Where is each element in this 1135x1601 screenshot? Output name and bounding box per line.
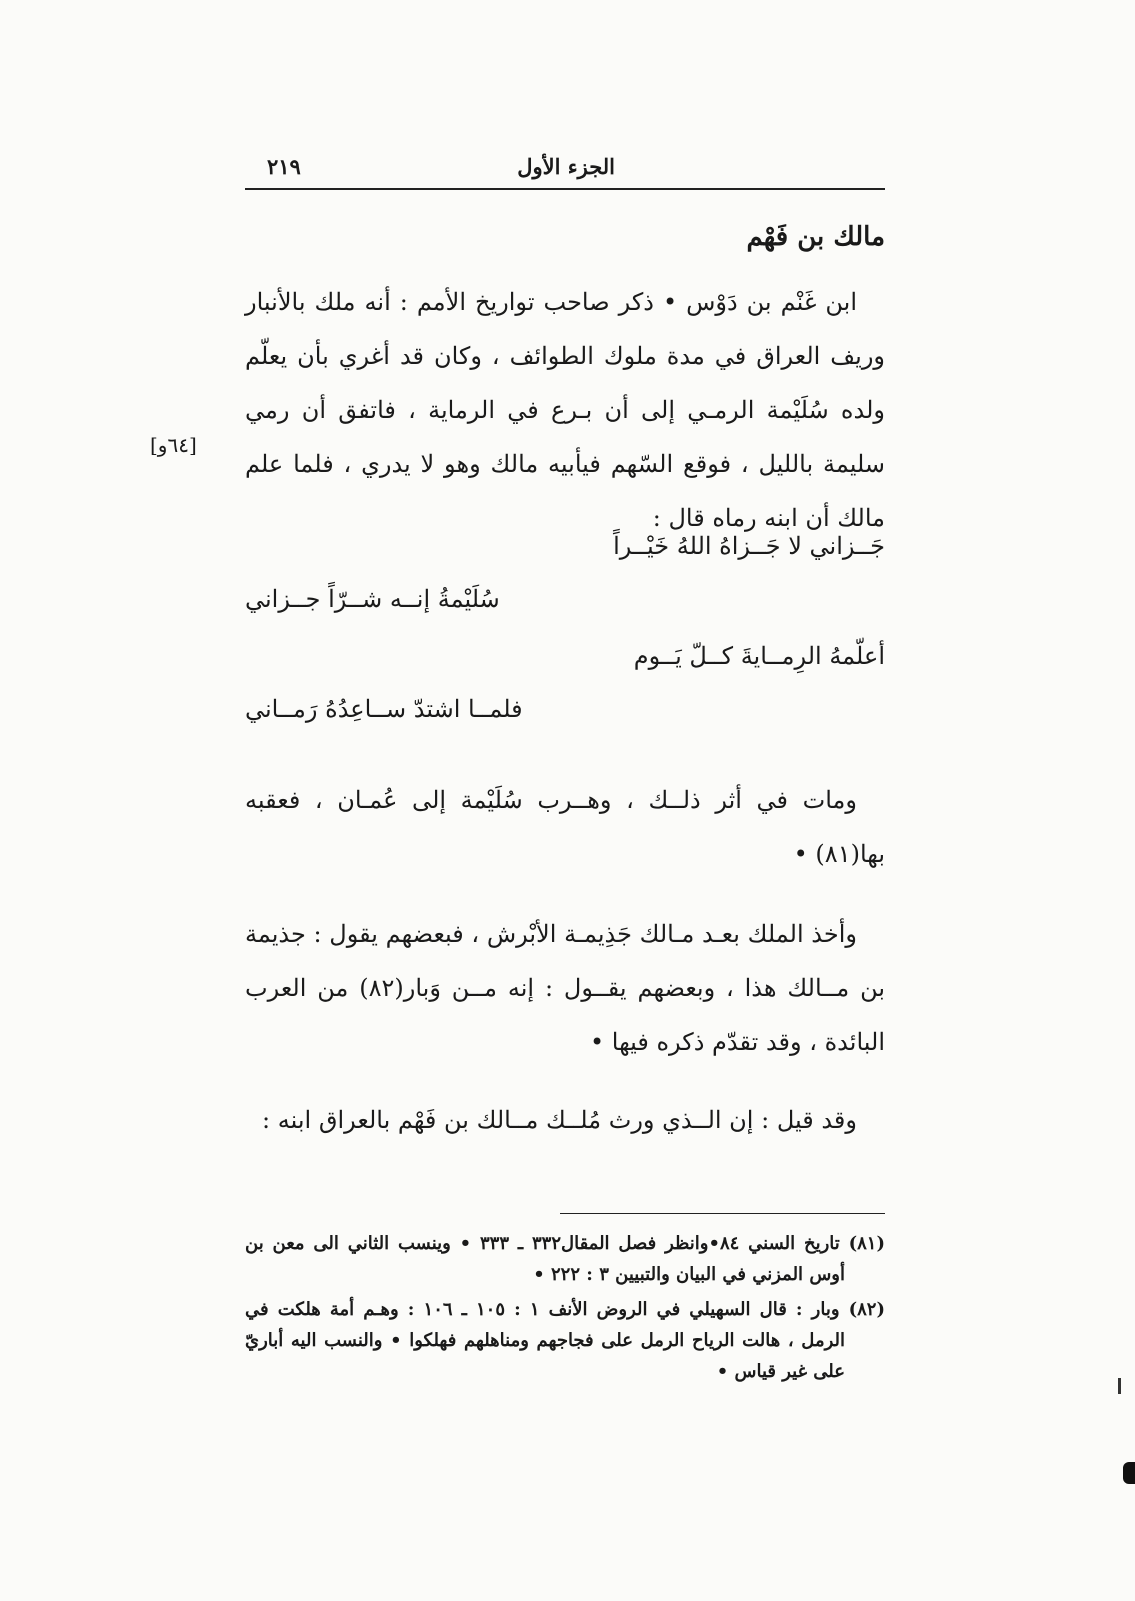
paragraph-text: وأخذ الملك بعـد مـالك جَذِيمـة الأبْرش ، فبعضهم يقول : جذيمة بن مــالك هذا ، وبعضهم يقــول : إنه مــن وَبار(٨٢) من العرب البائدة ، وقد تقدّم ذكره فيها •: [245, 920, 886, 1056]
paragraph: [245, 773, 885, 881]
poem-line: سُلَيْمةُ إنــه شــرّاً جــزاني: [245, 585, 500, 613]
footnotes: [245, 1228, 885, 1391]
section-heading: مالك بن فَهْم: [746, 222, 885, 252]
paragraph-text: ومات في أثر ذلــك ، وهــرب سُلَيْمة إلى عُمـان ، فعقبه بها(٨١) •: [245, 786, 885, 868]
paragraph: [245, 907, 885, 1069]
footnote-separator: [560, 1213, 885, 1214]
running-title: الجزء الأول: [517, 154, 615, 179]
paragraph-text: وقد قيل : إن الــذي ورث مُلــك مــالك بن فَهْم بالعراق ابنه :: [262, 1106, 857, 1134]
margin-folio-note: [٦٤و]: [150, 433, 197, 457]
page-number: ٢١٩: [267, 154, 301, 179]
poem-line: فلمــا اشتدّ ســاعِدُهُ رَمــاني: [245, 695, 523, 723]
poem-line: جَــزاني لا جَــزاهُ اللهُ خَيْــراً: [613, 532, 885, 560]
paragraph: [245, 1093, 885, 1147]
scan-edge-mark: [1123, 1462, 1135, 1484]
footnote: (٨١) تاريخ السني ٨٤•وانظر فصل المقال٣٣٢ ـ ٣٣٣ • وينسب الثاني الى معن بن أوس المزني في البيان والتبيين ٣ : ٢٢٢ •: [245, 1233, 886, 1285]
scan-mark: [1118, 1378, 1121, 1394]
paragraph-text: ابن غَنْم بن دَوْس • ذكر صاحب تواريخ الأمم : أنه ملك بالأنبار وريف العراق في مدة ملوك الطوائف ، وكان قد أغري بأن يعلّم ولده سُلَيْمة الرمـي إلى أن بـرع في الرماية ، فاتفق أن رمي سليمة بالليل ، فوقع السّهم فيأبيه مالك وهو لا يدري ، فلما علم مالك أن ابنه رماه قال :: [245, 288, 885, 532]
running-header: [245, 150, 885, 190]
poem-line: أعلّمهُ الرِمــايةَ كــلّ يَــوم: [633, 642, 885, 670]
paragraph: [245, 275, 885, 545]
footnote: (٨٢) وبار : قال السهيلي في الروض الأنف ١ : ١٠٥ ـ ١٠٦ : وهـم أمة هلكت في الرمل ، هالت الرياح الرمل على فجاجهم ومناهلهم فهلكوا • والنسب اليه أباريّ على غير قياس •: [245, 1299, 886, 1382]
